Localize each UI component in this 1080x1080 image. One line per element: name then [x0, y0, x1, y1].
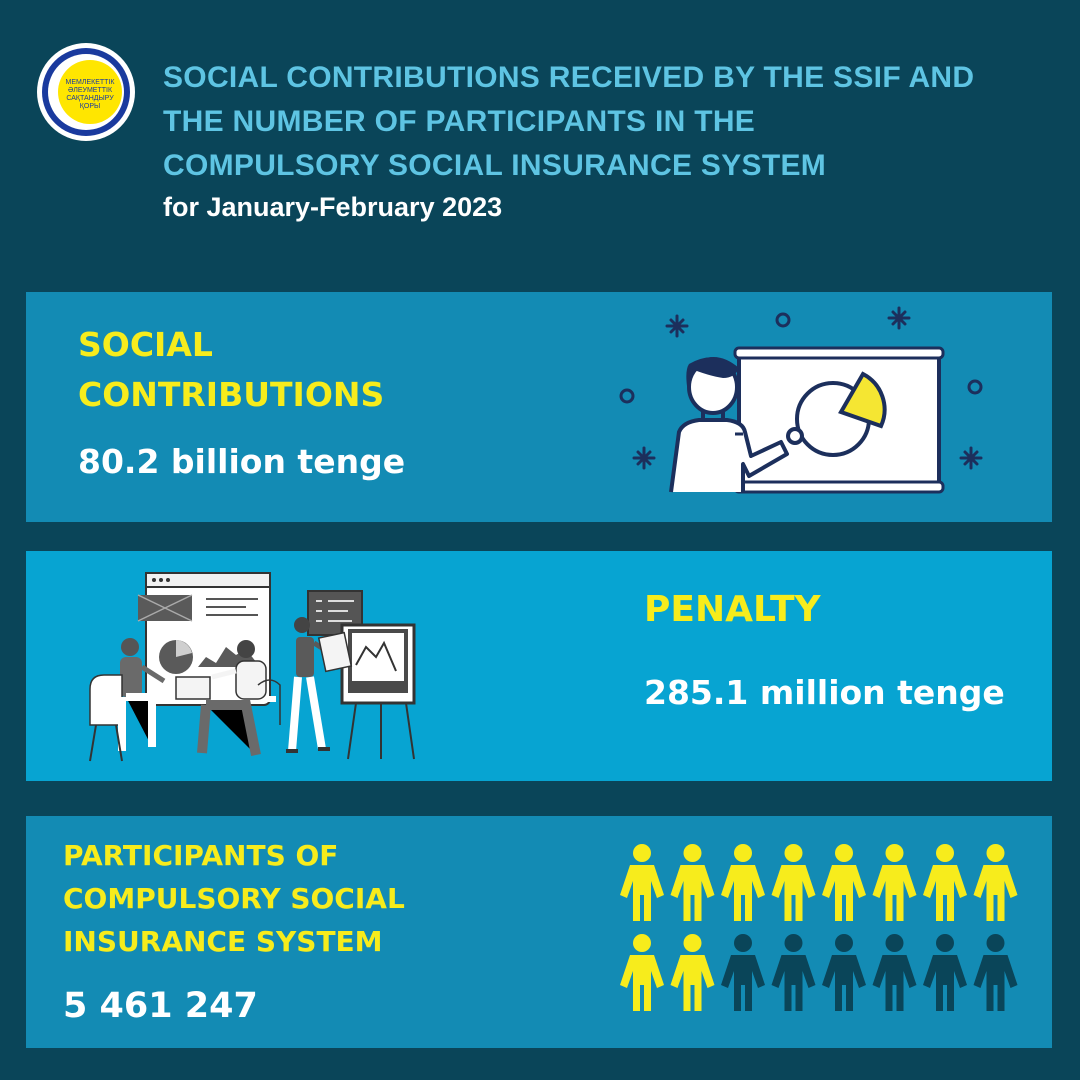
- participants-label: [63, 834, 405, 963]
- person-icon: [620, 934, 664, 1011]
- page-subtitle: for January-February 2023: [163, 192, 503, 222]
- penalty-panel: [26, 551, 1052, 781]
- person-icon: [923, 844, 967, 921]
- page-title-line-3: COMPULSORY SOCIAL INSURANCE SYSTEM: [163, 149, 827, 182]
- social-contributions-panel: [26, 292, 1052, 522]
- participants-label-line-3: INSURANCE SYSTEM: [63, 925, 383, 958]
- person-icon: [671, 934, 715, 1011]
- page-title-line-1: SOCIAL CONTRIBUTIONS RECEIVED BY THE SSIF AND: [163, 61, 975, 94]
- participants-icon-grid: [620, 840, 1030, 1015]
- person-icon: [923, 934, 967, 1011]
- person-icon: [822, 844, 866, 921]
- person-icon: [873, 934, 917, 1011]
- presenter-chart-illustration: [611, 302, 1031, 517]
- ssif-logo: [36, 42, 136, 142]
- person-icon: [721, 844, 765, 921]
- svg-text:МЕМЛЕКЕТТІК: МЕМЛЕКЕТТІК: [65, 79, 115, 86]
- participants-label-line-1: PARTICIPANTS OF: [63, 839, 339, 872]
- person-icon: [620, 844, 664, 921]
- participants-value: 5 461 247: [63, 986, 258, 1026]
- person-icon: [873, 844, 917, 921]
- person-icon: [822, 934, 866, 1011]
- person-icon: [772, 934, 816, 1011]
- penalty-label: PENALTY: [644, 589, 821, 630]
- participants-panel: [26, 816, 1052, 1048]
- social-contributions-value: 80.2 billion tenge: [78, 442, 406, 481]
- person-icon: [974, 934, 1018, 1011]
- person-icon: [671, 844, 715, 921]
- page-header: [163, 56, 1053, 223]
- social-contributions-label: [78, 320, 384, 420]
- social-contributions-label-line-1: SOCIAL: [78, 325, 213, 364]
- social-contributions-label-line-2: CONTRIBUTIONS: [78, 375, 385, 414]
- svg-text:САҚТАНДЫРУ: САҚТАНДЫРУ: [66, 95, 114, 102]
- page-title-line-2: THE NUMBER OF PARTICIPANTS IN THE: [163, 105, 756, 138]
- participants-label-line-2: COMPULSORY SOCIAL: [63, 882, 405, 915]
- person-icon: [721, 934, 765, 1011]
- penalty-value: 285.1 million tenge: [644, 673, 1005, 712]
- svg-text:ӘЛЕУМЕТТІК: ӘЛЕУМЕТТІК: [67, 87, 113, 94]
- person-icon: [772, 844, 816, 921]
- svg-text:ҚОРЫ: ҚОРЫ: [79, 103, 101, 110]
- meeting-illustration: [86, 565, 426, 765]
- person-icon: [974, 844, 1018, 921]
